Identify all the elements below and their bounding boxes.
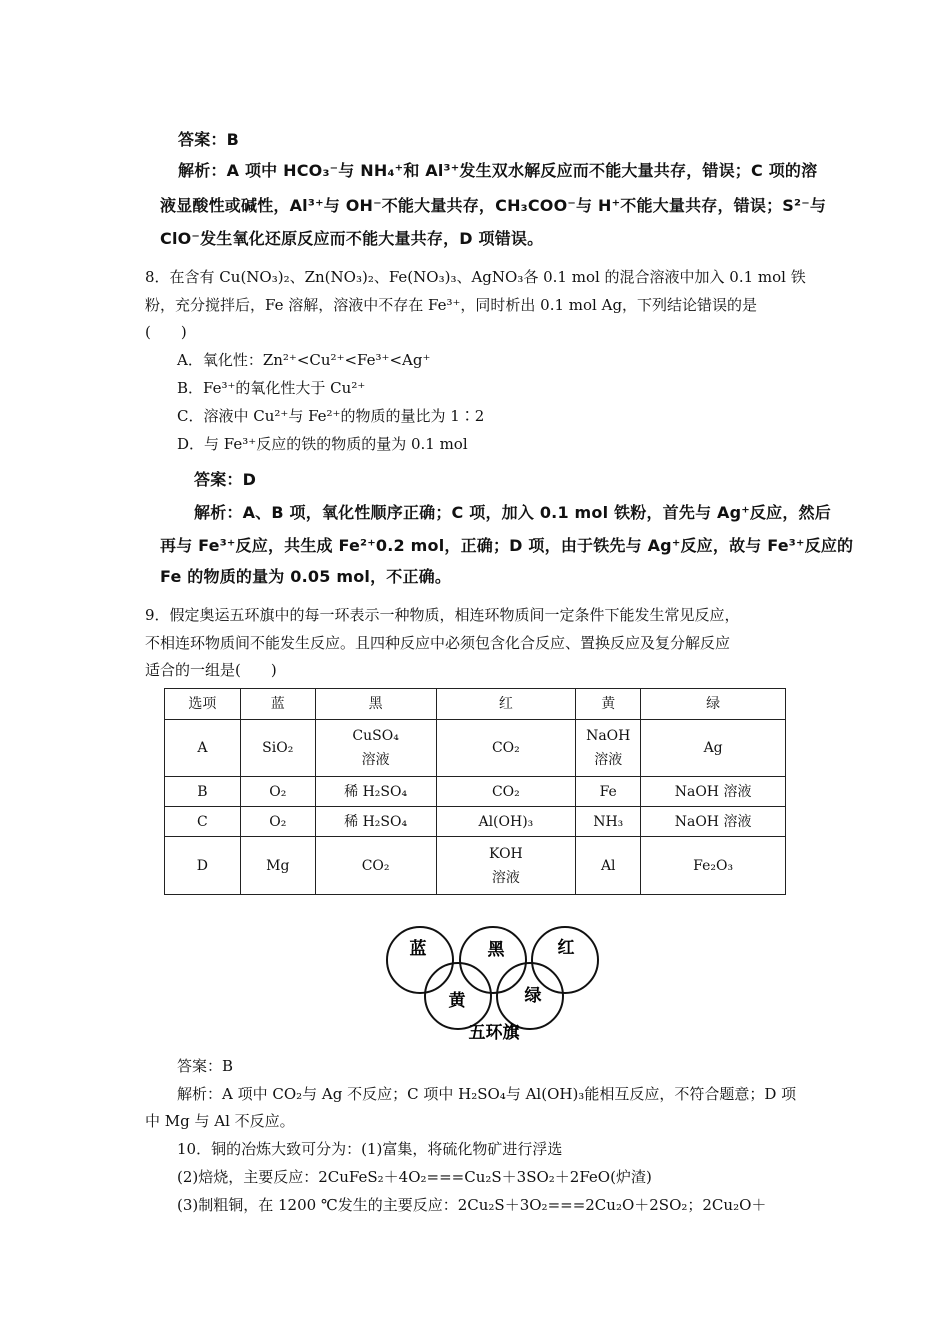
table-cell: CO₂ <box>315 837 436 895</box>
question-10-stem: 10．铜的冶炼大致可分为：(1)富集，将硫化物矿进行浮选 <box>177 1140 563 1158</box>
diagram-caption: 五环旗 <box>468 1023 520 1043</box>
table-cell: SiO₂ <box>240 720 315 777</box>
table-header: 黄 <box>576 689 641 720</box>
cell-line: 溶液 <box>594 752 623 768</box>
table-cell: Al(OH)₃ <box>436 807 576 837</box>
question-8-stem: 8．在含有 Cu(NO₃)₂、Zn(NO₃)₂、Fe(NO₃)₃、AgNO₃各 0.1 mol 的混合溶液中加入 0.1 mol 铁 <box>145 268 806 286</box>
table-cell: NH₃ <box>576 807 641 837</box>
table-header: 蓝 <box>240 689 315 720</box>
ring-label-black: 黑 <box>487 940 505 960</box>
explanation-line: Fe 的物质的量为 0.05 mol，不正确。 <box>160 567 452 586</box>
explanation-line: 中 Mg 与 Al 不反应。 <box>145 1112 295 1130</box>
table-cell: O₂ <box>240 777 315 807</box>
option-c: C．溶液中 Cu²⁺与 Fe²⁺的物质的量比为 1∶2 <box>177 407 485 425</box>
table-cell: Fe <box>576 777 641 807</box>
table-cell: NaOH 溶液 <box>641 807 786 837</box>
answer-label: 答案：D <box>194 470 257 489</box>
explanation-line: ClO⁻发生氧化还原反应而不能大量共存，D 项错误。 <box>160 229 544 248</box>
ring-label-yellow: 黄 <box>448 991 466 1011</box>
table-cell: D <box>165 837 241 895</box>
table-cell <box>315 720 436 777</box>
table-cell: Fe₂O₃ <box>641 837 786 895</box>
cell-line: NaOH <box>586 728 631 744</box>
question-10-stem: (3)制粗铜，在 1200 ℃发生的主要反应：2Cu₂S＋3O₂===2Cu₂O＋2SO₂；2Cu₂O＋ <box>177 1196 767 1214</box>
question-9-stem: 适合的一组是( ) <box>145 661 277 679</box>
table-cell: NaOH 溶液 <box>641 777 786 807</box>
explanation-line: 解析：A、B 项，氧化性顺序正确；C 项，加入 0.1 mol 铁粉，首先与 Ag⁺反应，然后 <box>194 503 831 522</box>
table-header: 绿 <box>641 689 786 720</box>
explanation-line: 解析：A 项中 CO₂与 Ag 不反应；C 项中 H₂SO₄与 Al(OH)₃能相互反应，不符合题意；D 项 <box>177 1085 797 1103</box>
table-cell: Ag <box>641 720 786 777</box>
ring-red <box>532 927 598 993</box>
ring-label-red: 红 <box>557 938 575 958</box>
question-9-stem: 9．假定奥运五环旗中的每一环表示一种物质，相连环物质间一定条件下能发生常见反应， <box>145 606 740 624</box>
table-cell: CO₂ <box>436 720 576 777</box>
option-b: B．Fe³⁺的氧化性大于 Cu²⁺ <box>177 379 366 397</box>
table-cell: 稀 H₂SO₄ <box>315 777 436 807</box>
question-8-stem: ( ) <box>145 323 187 341</box>
ring-black <box>460 927 526 993</box>
table-cell: B <box>165 777 241 807</box>
table-cell: O₂ <box>240 807 315 837</box>
explanation-line: 液显酸性或碱性，Al³⁺与 OH⁻不能大量共存，CH₃COO⁻与 H⁺不能大量共存，错误；S²⁻与 <box>160 196 827 215</box>
answer-label: 答案：B <box>177 1057 234 1075</box>
table-cell: 稀 H₂SO₄ <box>315 807 436 837</box>
ring-blue <box>387 927 453 993</box>
question-10-stem: (2)焙烧，主要反应：2CuFeS₂＋4O₂===Cu₂S＋3SO₂＋2FeO(炉渣) <box>177 1168 652 1186</box>
options-table <box>164 688 786 895</box>
ring-label-green: 绿 <box>524 986 542 1006</box>
question-8-stem: 粉，充分搅拌后，Fe 溶解，溶液中不存在 Fe³⁺，同时析出 0.1 mol Ag，下列结论错误的是 <box>145 296 758 314</box>
table-row <box>165 807 786 837</box>
answer-label: 答案：B <box>178 130 239 149</box>
cell-line: 溶液 <box>361 752 390 768</box>
table-header: 黑 <box>315 689 436 720</box>
five-rings-diagram <box>380 918 610 1048</box>
table-cell: A <box>165 720 241 777</box>
table-cell <box>436 837 576 895</box>
ring-label-blue: 蓝 <box>409 939 427 959</box>
question-9-stem: 不相连环物质间不能发生反应。且四种反应中必须包含化合反应、置换反应及复分解反应 <box>145 634 731 652</box>
option-d: D．与 Fe³⁺反应的铁的物质的量为 0.1 mol <box>177 435 468 453</box>
table-row <box>165 720 786 777</box>
table-cell: Al <box>576 837 641 895</box>
table-row <box>165 837 786 895</box>
table-cell <box>576 720 641 777</box>
table-header-row <box>165 689 786 720</box>
cell-line: 溶液 <box>491 869 520 886</box>
table-cell: CO₂ <box>436 777 576 807</box>
table-cell: C <box>165 807 241 837</box>
explanation-line: 再与 Fe³⁺反应，共生成 Fe²⁺0.2 mol，正确；D 项，由于铁先与 Ag⁺反应，故与 Fe³⁺反应的 <box>160 536 854 555</box>
table-header: 红 <box>436 689 576 720</box>
cell-line: KOH <box>488 845 523 862</box>
table-header: 选项 <box>165 689 241 720</box>
table-cell: Mg <box>240 837 315 895</box>
cell-line: CuSO₄ <box>352 728 399 744</box>
table-row <box>165 777 786 807</box>
option-a: A．氧化性：Zn²⁺<Cu²⁺<Fe³⁺<Ag⁺ <box>177 351 431 369</box>
explanation-line: 解析：A 项中 HCO₃⁻与 NH₄⁺和 Al³⁺发生双水解反应而不能大量共存，错误；C 项的溶 <box>178 161 818 180</box>
